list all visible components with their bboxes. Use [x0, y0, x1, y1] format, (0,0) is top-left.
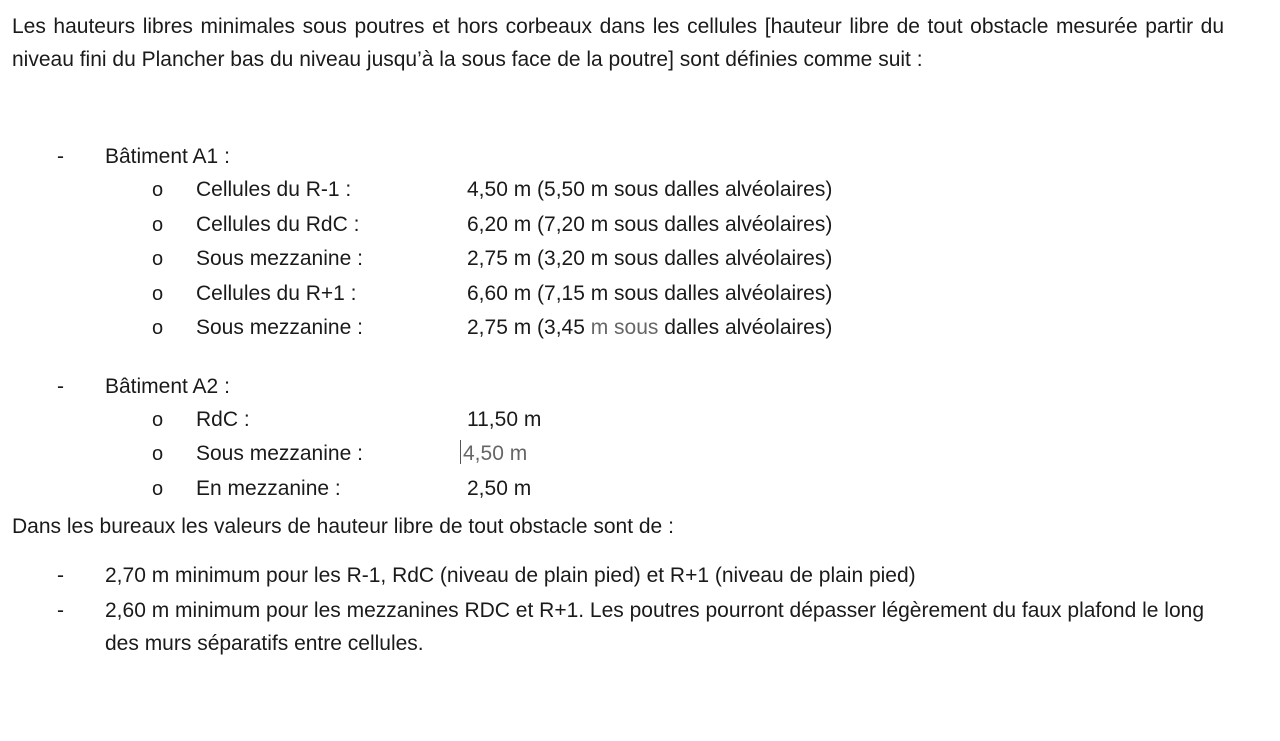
circle-bullet: o [152, 477, 164, 500]
item-label: RdC : [196, 407, 250, 431]
list-item [12, 173, 1224, 208]
value-part: 2,75 m (3,45 [467, 316, 591, 339]
list-item [12, 403, 1224, 438]
building-a1-list [12, 173, 1224, 346]
circle-bullet: o [152, 317, 164, 339]
spacer [12, 76, 1224, 140]
circle-bullet: o [152, 443, 164, 465]
circle-bullet: o [152, 179, 164, 201]
dash-bullet: - [57, 564, 64, 587]
list-item [12, 208, 1224, 243]
dash-bullet: - [57, 599, 64, 622]
building-a2-list [12, 403, 1224, 507]
list-item [12, 594, 1224, 660]
item-label: Cellules du R-1 : [196, 178, 352, 201]
building-title: Bâtiment A1 : [105, 145, 230, 168]
item-value [467, 311, 832, 346]
item-label: Cellules du R+1 : [196, 281, 357, 305]
item-value: 2,75 m (3,20 m sous dalles alvéolaires) [467, 247, 833, 270]
circle-bullet: o [152, 248, 164, 270]
item-value: 2,50 m [467, 476, 532, 500]
document-page [12, 10, 1224, 660]
dash-bullet: - [57, 145, 64, 168]
list-item [12, 277, 1224, 312]
item-value: 6,20 m (7,20 m sous dalles alvéolaires) [467, 212, 833, 236]
offices-list [12, 559, 1224, 660]
list-item [12, 437, 1224, 472]
item-value [460, 437, 527, 472]
building-a2-heading [12, 370, 1224, 403]
list-item [12, 242, 1224, 277]
circle-bullet: o [152, 282, 164, 305]
spacer [12, 346, 1224, 370]
circle-bullet: o [152, 213, 164, 236]
item-text: 2,60 m minimum pour les mezzanines RDC et R+1. Les poutres pourront dépasser légèrement du faux plafond le long des murs séparatifs entre cellules. [105, 599, 1205, 655]
value-part: dalles alvéolaires) [658, 316, 833, 339]
item-value: 11,50 m [467, 407, 542, 431]
circle-bullet: o [152, 408, 164, 431]
item-label: Cellules du RdC : [196, 212, 360, 236]
value-part-highlighted: m sous [590, 316, 659, 339]
item-label: Sous mezzanine : [196, 316, 363, 339]
building-title: Bâtiment A2 : [105, 374, 230, 398]
item-value: 6,60 m (7,15 m sous dalles alvéolaires) [467, 281, 833, 305]
item-label: En mezzanine : [196, 476, 341, 500]
item-label: Sous mezzanine : [196, 442, 363, 465]
text-cursor [460, 440, 461, 464]
dash-bullet: - [57, 374, 64, 398]
list-item [12, 311, 1224, 346]
building-a1-heading [12, 140, 1224, 173]
item-text: 2,70 m minimum pour les R-1, RdC (niveau de plain pied) et R+1 (niveau de plain pied) [105, 564, 916, 587]
offices-paragraph: Dans les bureaux les valeurs de hauteur libre de tout obstacle sont de : [12, 515, 674, 538]
intro-paragraph: Les hauteurs libres minimales sous poutres et hors corbeaux dans les cellules [hauteur libre de tout obstacle mesurée partir du niveau fini du Plancher bas du niveau jusqu’à la sous face de la poutre] sont définies comme suit : [12, 15, 1224, 71]
item-value-text: 4,50 m [463, 442, 528, 465]
list-item [12, 559, 1224, 592]
item-value: 4,50 m (5,50 m sous dalles alvéolaires) [467, 178, 833, 201]
item-label: Sous mezzanine : [196, 247, 363, 270]
list-item [12, 472, 1224, 507]
spacer [12, 543, 1224, 557]
